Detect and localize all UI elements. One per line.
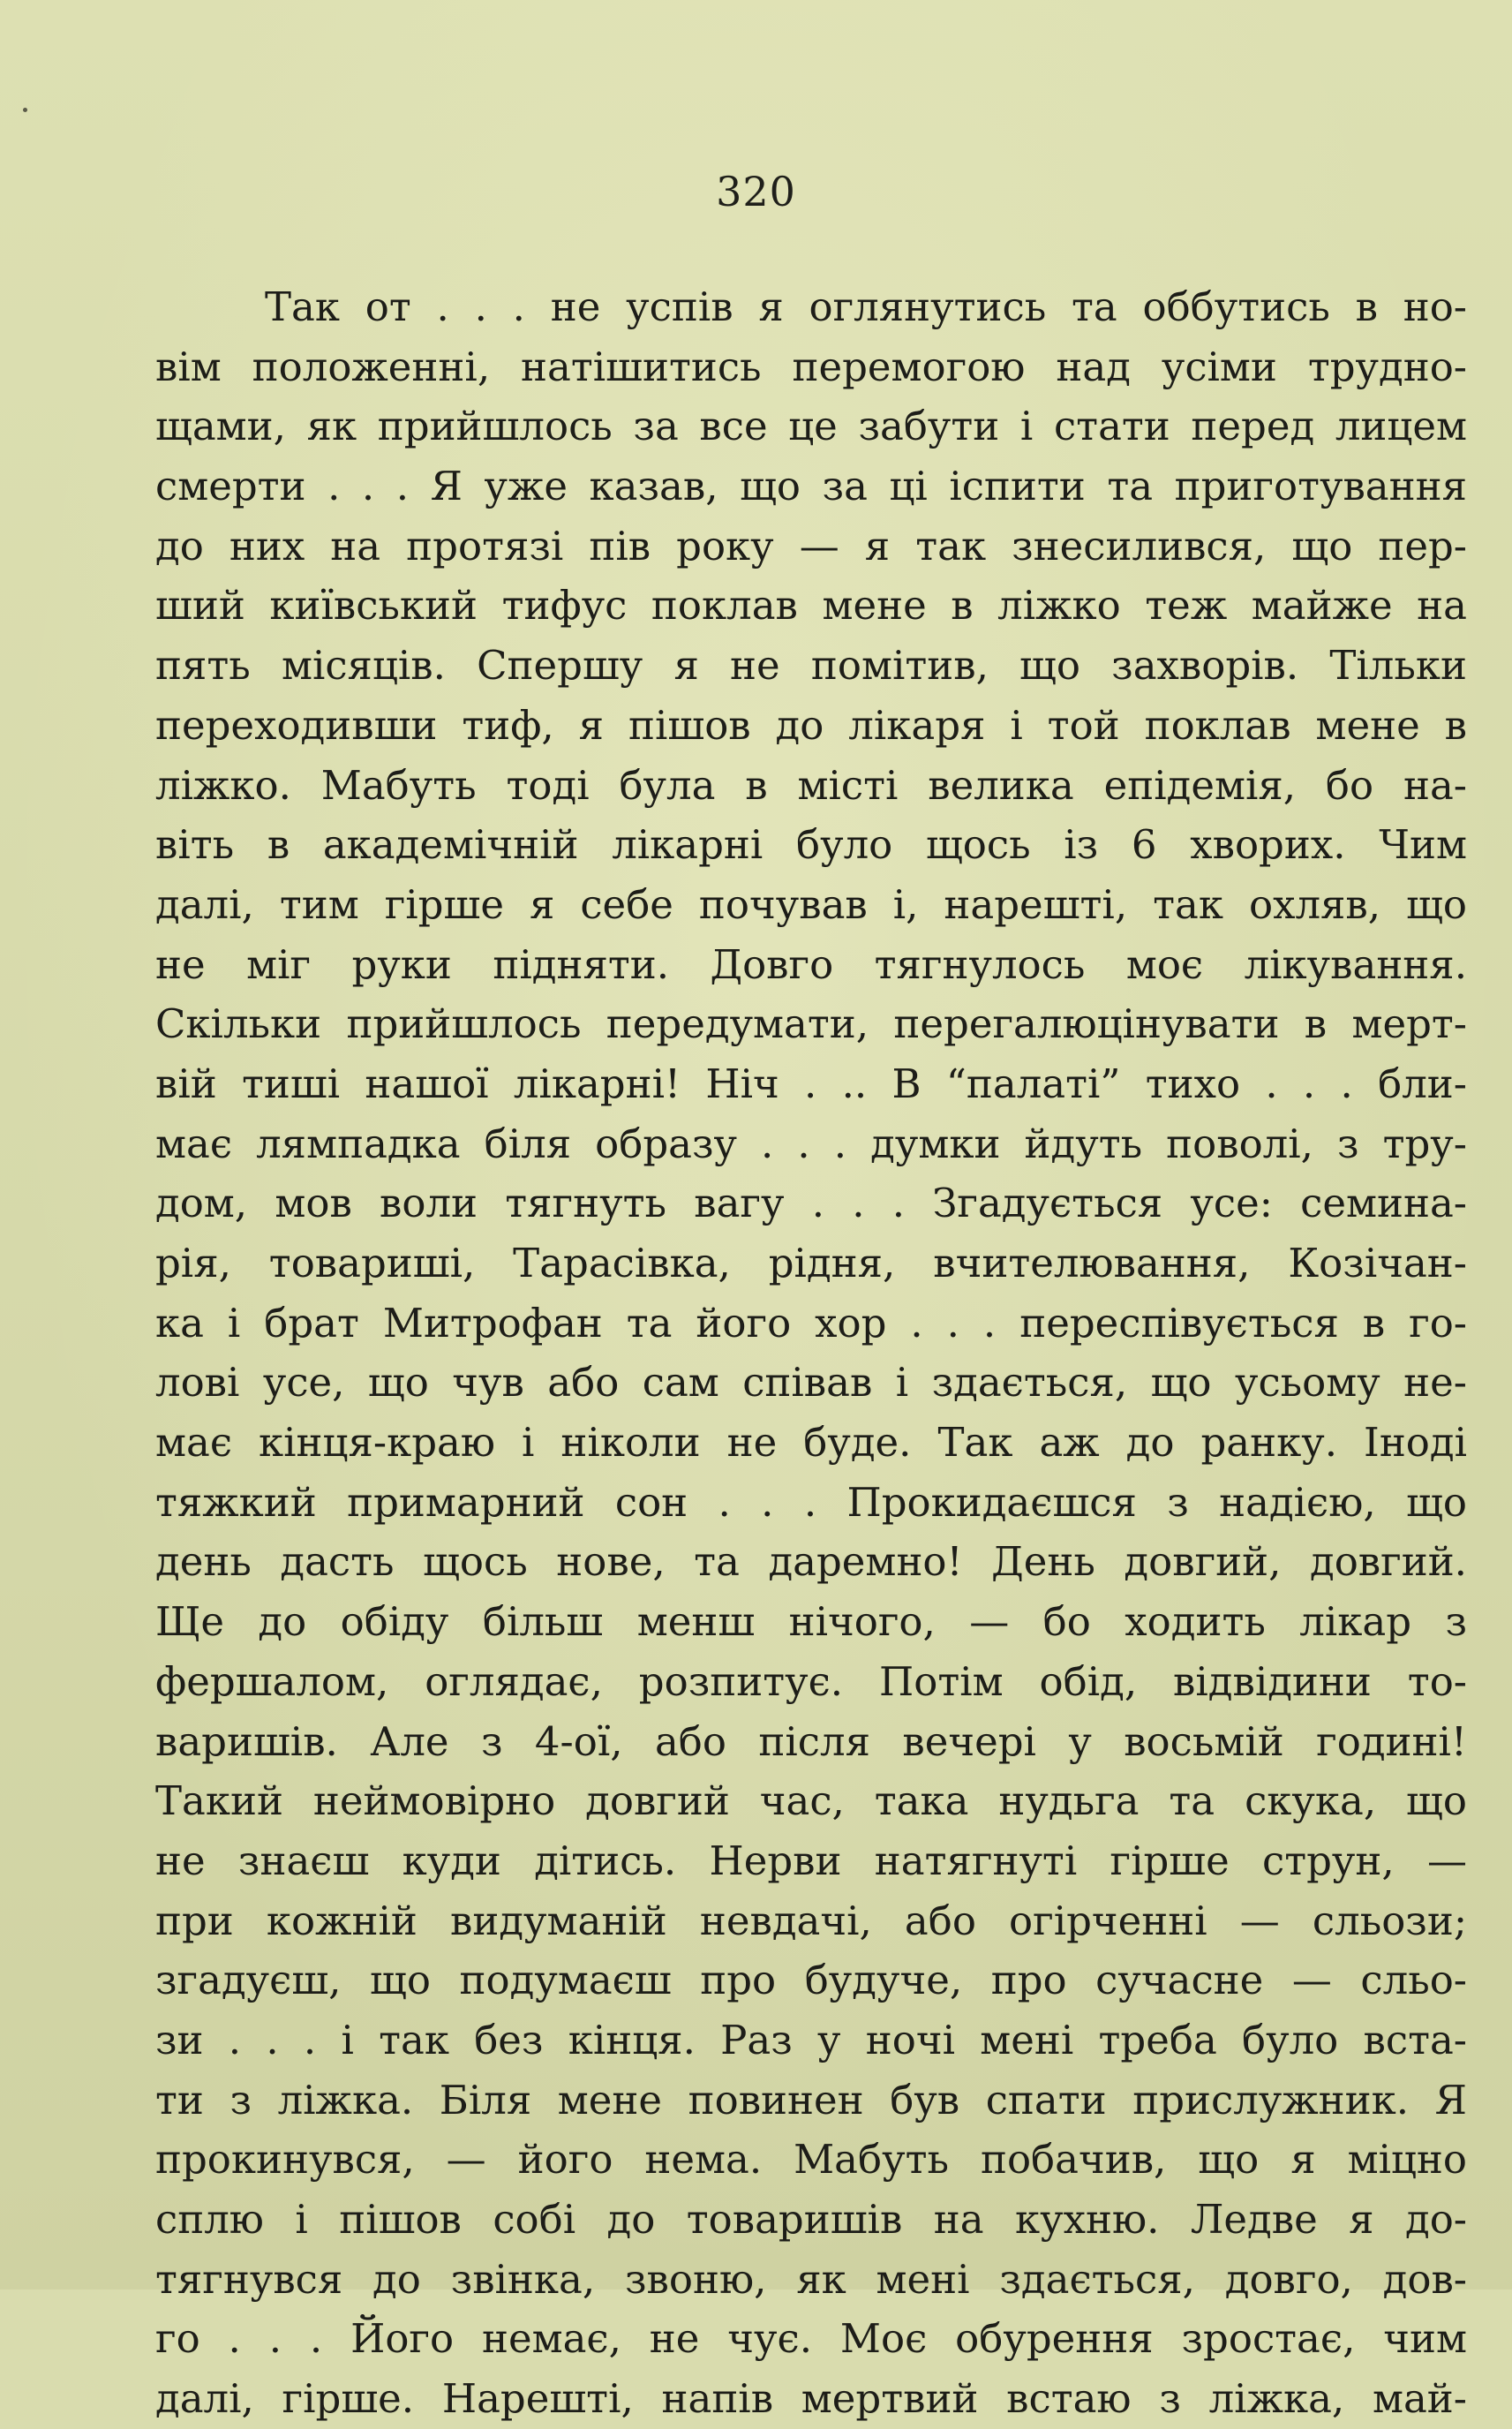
text-line: тяжкий примарний сон . . . Прокидаєшся з надією, що — [155, 1478, 1467, 1526]
text-line: пять місяців. Спершу я не помітив, що захворів. Тільки — [155, 642, 1467, 690]
text-line: переходивши тиф, я пішов до лікаря і той поклав мене в — [155, 701, 1467, 749]
paper-speck — [23, 108, 27, 112]
text-line: прокинувся, — його нема. Мабуть побачив, що я міцно — [155, 2136, 1467, 2184]
text-line: ліжко. Мабуть тоді була в місті велика епідемія, бо на- — [155, 761, 1467, 809]
text-line: щами, як прийшлось за все це забути і стати перед лицем — [155, 403, 1467, 450]
body-text — [155, 277, 1467, 2429]
text-line: далі, тим гірше я себе почував і, нарешті, так охляв, що — [155, 880, 1467, 928]
text-line: рія, товариші, Тарасівка, рідня, вчителювання, Козічан- — [155, 1240, 1467, 1286]
text-line: ший київський тифус поклав мене в ліжко теж майже на — [155, 582, 1467, 630]
text-line: тягнувся до звінка, звоню, як мені здається, довго, дов- — [155, 2255, 1467, 2303]
text-line: має кінця-краю і ніколи не буде. Так аж до ранку. Іноді — [155, 1419, 1467, 1467]
text-line: Так от . . . не успів я оглянутись та оббутись в но- — [265, 283, 1467, 330]
text-line: Скільки прийшлось передумати, перегалюцінувати в мерт- — [155, 1000, 1467, 1048]
text-line: має лямпадка біля образу . . . думки йдуть поволі, з тру- — [155, 1120, 1467, 1167]
text-line: фершалом, оглядає, розпитує. Потім обід, відвідини то- — [155, 1657, 1467, 1705]
text-line: віть в академічній лікарні було щось із 6 хворих. Чим — [155, 821, 1467, 869]
text-line: лові усе, що чув або сам співав і здається, що усьому не- — [155, 1359, 1467, 1407]
text-line: ка і брат Митрофан та його хор . . . переспівується в го- — [155, 1299, 1467, 1347]
text-line: смерти . . . Я уже казав, що за ці іспити та приготування — [155, 463, 1467, 510]
text-line: вім положенні, натішитись перемогою над усіми трудно- — [155, 343, 1467, 390]
text-line: го . . . Його немає, не чує. Моє обурення зростає, чим — [155, 2315, 1467, 2363]
text-line: не міг руки підняти. Довго тягнулось моє лікування. — [155, 940, 1467, 988]
text-line: ти з ліжка. Біля мене повинен був спати прислужник. Я — [155, 2076, 1467, 2123]
text-line: зи . . . і так без кінця. Раз у ночі мені треба було вста- — [155, 2016, 1467, 2063]
text-line: далі, гірше. Нарешті, напів мертвий встаю з ліжка, май- — [155, 2375, 1467, 2423]
text-line: дом, мов воли тягнуть вагу . . . Згадується усе: семина- — [155, 1180, 1467, 1227]
text-line: сплю і пішов собі до товаришів на кухню. Ледве я до- — [155, 2196, 1467, 2243]
text-line: вій тиші нашої лікарні! Ніч . .. В “палаті” тихо . . . бли- — [155, 1060, 1467, 1107]
text-line: Ще до обіду більш менш нічого, — бо ходить лікар з — [155, 1598, 1467, 1646]
text-line: до них на протязі пів року — я так знесилився, що пер- — [155, 522, 1467, 570]
text-line: Такий неймовірно довгий час, така нудьга та скука, що — [155, 1777, 1467, 1825]
text-line: варишів. Але з 4-ої, або після вечері у восьмій годині! — [155, 1717, 1467, 1765]
text-line: день дасть щось нове, та даремно! День довгий, довгий. — [155, 1538, 1467, 1586]
text-line: згадуєш, що подумаєш про будуче, про сучасне — сльо- — [155, 1957, 1467, 2004]
text-line: не знаєш куди дітись. Нерви натягнуті гірше струн, — — [155, 1837, 1467, 1884]
page-number: 320 — [716, 168, 796, 215]
text-line: при кожній видуманій невдачі, або огірченні — сльози; — [155, 1897, 1467, 1944]
